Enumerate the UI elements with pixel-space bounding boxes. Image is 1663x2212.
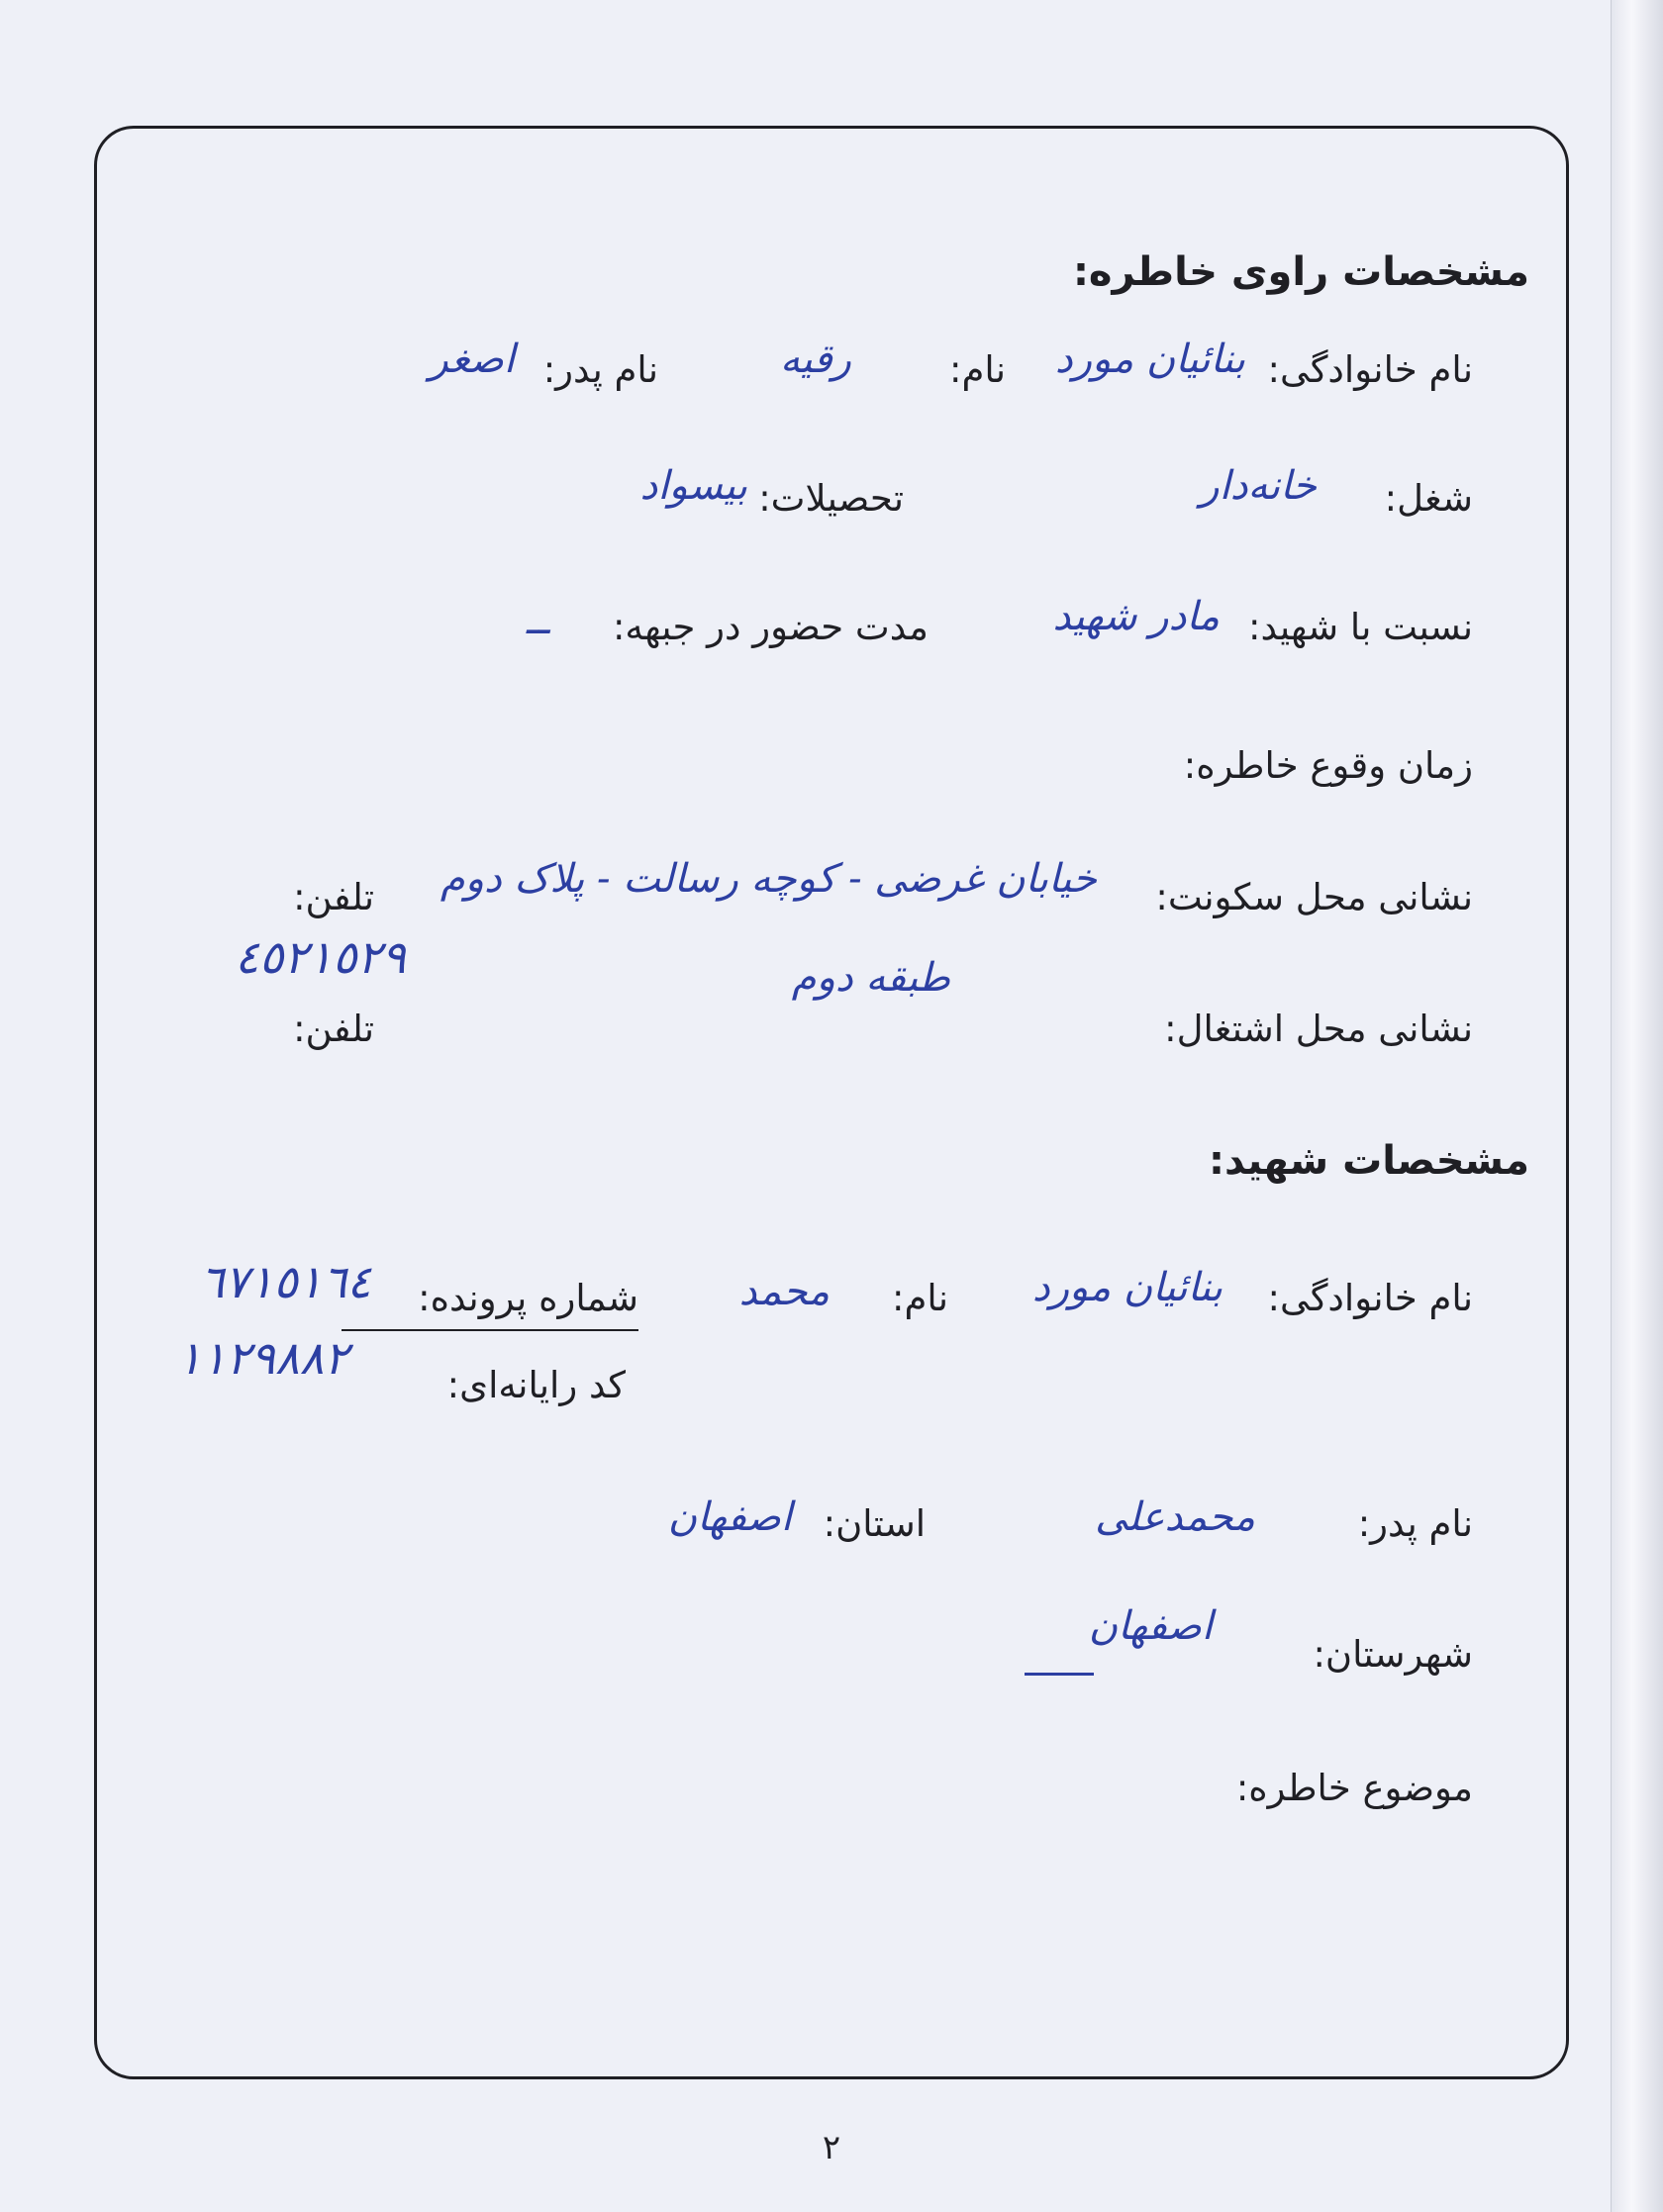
martyr-first-name-label: نام: (892, 1277, 948, 1319)
page-number: ٢ (822, 2128, 841, 2167)
martyr-section-heading: مشخصات شهید: (1208, 1138, 1529, 1184)
martyr-province-value: اصفهان (667, 1494, 792, 1540)
narrator-memory-time-label: زمان وقوع خاطره: (1183, 744, 1473, 787)
martyr-father-name-value: محمدعلی (1095, 1494, 1255, 1540)
narrator-family-name-label: نام خانوادگی: (1267, 348, 1473, 391)
file-number-underline (342, 1329, 638, 1331)
narrator-father-name-label: نام پدر: (542, 348, 658, 391)
martyr-province-label: استان: (823, 1502, 926, 1545)
martyr-father-name-label: نام پدر: (1357, 1502, 1473, 1545)
martyr-computer-code-value: ١١٢٩٨٨٢ (177, 1331, 348, 1385)
narrator-front-duration-label: مدت حضور در جبهه: (612, 606, 929, 648)
martyr-file-number-label: شماره پرونده: (418, 1277, 638, 1319)
martyr-first-name-value: محمد (738, 1269, 830, 1314)
narrator-occupation-label: شغل: (1384, 477, 1473, 520)
narrator-residence-value-line2: طبقه دوم (791, 955, 950, 1001)
narrator-education-label: تحصیلات: (758, 477, 904, 520)
martyr-computer-code-label: کد رایانه‌ای: (446, 1364, 626, 1406)
narrator-education-value: بیسواد (639, 463, 747, 509)
narrator-first-name-value: رقیه (780, 337, 851, 382)
martyr-family-name-value: بنا‌ئیان مورد (1031, 1265, 1223, 1310)
martyr-family-name-label: نام خانوادگی: (1267, 1277, 1473, 1319)
narrator-family-name-value: بنا‌ئیان مورد (1054, 337, 1245, 382)
narrator-work-address-label: نشانی محل اشتغال: (1164, 1008, 1473, 1050)
narrator-relation-label: نسبت با شهید: (1247, 606, 1473, 648)
narrator-father-name-value: اصغر (429, 337, 515, 382)
narrator-residence-label: نشانی محل سکونت: (1155, 876, 1473, 918)
martyr-memory-subject-label: موضوع خاطره: (1235, 1767, 1473, 1809)
page-edge (1611, 0, 1663, 2212)
martyr-file-number-value: ٦٧١٥١٦٤ (200, 1255, 371, 1308)
narrator-residence-phone-label: تلفن: (293, 876, 374, 918)
narrator-work-phone-label: تلفن: (293, 1008, 374, 1050)
narrator-front-duration-value: ــ (526, 598, 549, 643)
narrator-section-heading: مشخصات راوی خاطره: (1072, 249, 1529, 295)
martyr-city-value: اصفهان (1088, 1603, 1213, 1649)
martyr-city-label: شهرستان: (1313, 1633, 1473, 1676)
narrator-first-name-label: نام: (949, 348, 1006, 391)
narrator-residence-value: خیابان غرضی - کوچه رسالت - پلاک دوم (440, 856, 1097, 902)
city-value-underline (1025, 1673, 1094, 1676)
narrator-residence-phone-value: ٤٥٢١٥٢٩ (235, 930, 406, 984)
narrator-relation-value: مادر شهید (1052, 594, 1220, 639)
narrator-occupation-value: خانه‌دار (1200, 463, 1317, 509)
